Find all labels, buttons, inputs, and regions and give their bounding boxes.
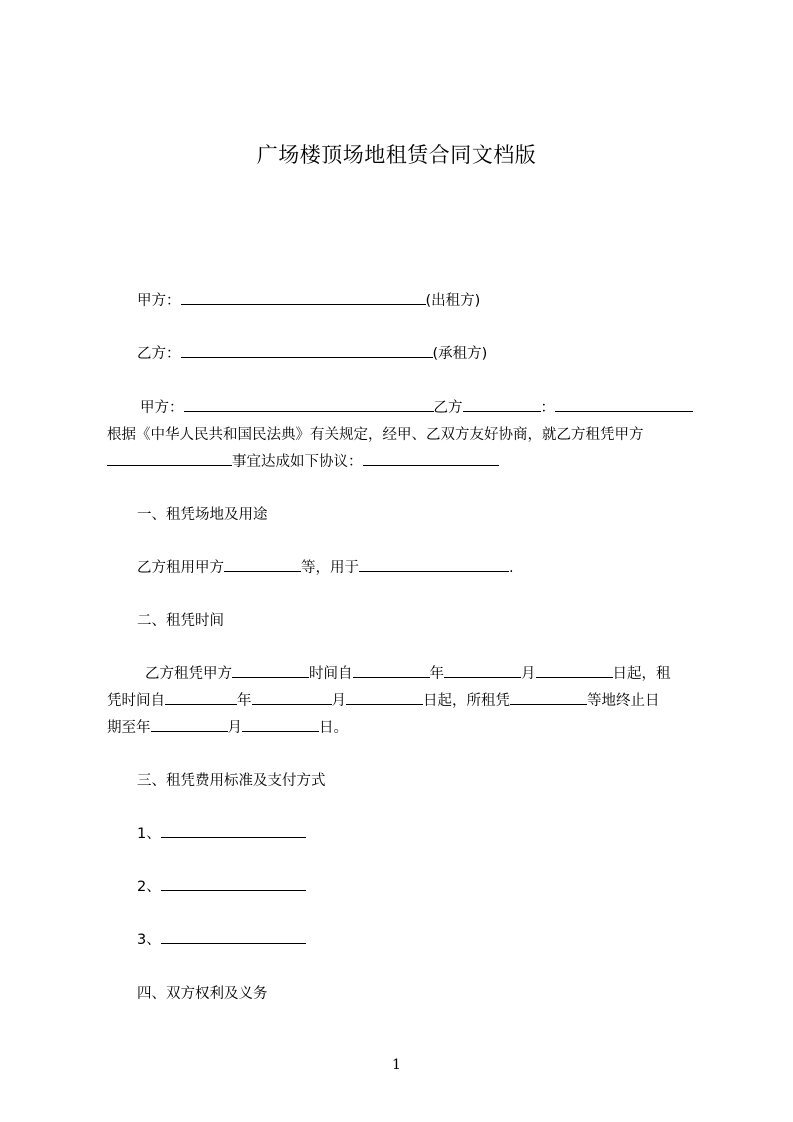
section-2-text: 等地终止日 [587, 693, 660, 709]
preamble-line-1 [140, 397, 693, 419]
preamble-blank-4 [107, 451, 232, 466]
list-item-number: 2、 [137, 879, 161, 895]
section-2-blank [232, 663, 309, 678]
section-2-blank [151, 717, 228, 732]
section-2-blank [536, 663, 613, 678]
party-a-blank [181, 290, 426, 305]
section-1-text [137, 557, 514, 579]
preamble-line-2: 根据《中华人民共和国民法典》有关规定，经甲、乙双方友好协商，就乙方租凭甲方 [107, 427, 644, 443]
section-3-blank [161, 929, 306, 944]
page-number: 1 [392, 1057, 401, 1073]
section-1-text-a: 乙方租用甲方 [137, 560, 224, 576]
section-1-blank-1 [224, 557, 301, 572]
section-2-text: 凭时间自 [107, 693, 165, 709]
section-2-line-3 [107, 717, 348, 739]
section-2-text: 年 [237, 693, 252, 709]
list-item-number: 3、 [137, 932, 161, 948]
section-2-line-2 [107, 690, 660, 712]
section-3-blank [161, 823, 306, 838]
section-2-line-1 [145, 663, 671, 685]
section-1-blank-2 [359, 557, 509, 572]
preamble-party-b: 乙方 [433, 400, 463, 416]
section-2-text: 月 [227, 720, 242, 736]
section-2-blank [346, 690, 423, 705]
section-3-item-3 [137, 929, 306, 951]
section-2-text: 期至年 [107, 720, 151, 736]
preamble-line-3 [107, 451, 499, 473]
party-b-line [137, 343, 487, 365]
preamble-blank-1 [184, 397, 434, 412]
preamble-blank-3 [555, 397, 693, 412]
preamble-party-a: 甲方： [140, 400, 184, 416]
section-2-blank [353, 663, 430, 678]
section-2-blank [242, 717, 319, 732]
section-1-heading: 一、租凭场地及用途 [137, 507, 268, 523]
section-2-text: 日起，租 [612, 666, 671, 682]
party-a-line [137, 290, 480, 312]
party-a-label: 甲方： [137, 293, 181, 309]
section-3-heading: 三、租凭费用标准及支付方式 [137, 773, 326, 789]
section-2-heading: 二、租凭时间 [137, 613, 224, 629]
preamble-blank-2 [463, 397, 541, 412]
party-b-label: 乙方： [137, 346, 181, 362]
section-3-item-2 [137, 876, 306, 898]
party-b-suffix: (承租方) [432, 346, 488, 362]
section-3-blank [161, 876, 306, 891]
section-2-text: 时间自 [309, 666, 353, 682]
document-title: 广场楼顶场地租赁合同文档版 [256, 143, 537, 167]
list-item-number: 1、 [137, 826, 161, 842]
section-2-text: 月 [331, 693, 346, 709]
party-b-blank [181, 343, 433, 358]
section-2-text: 年 [429, 666, 444, 682]
section-2-text: 月 [521, 666, 536, 682]
preamble-colon: ： [540, 400, 555, 416]
section-2-blank [165, 690, 237, 705]
section-2-text: 乙方租凭甲方 [145, 666, 232, 682]
preamble-blank-5 [363, 451, 499, 466]
party-a-suffix: (出租方) [425, 293, 481, 309]
section-3-item-1 [137, 823, 306, 845]
preamble-agreement: 事宜达成如下协议： [232, 454, 363, 470]
section-1-text-c: . [509, 560, 514, 576]
section-2-blank [252, 690, 332, 705]
section-1-text-b: 等，用于 [301, 560, 359, 576]
section-2-blank [510, 690, 587, 705]
section-2-blank [444, 663, 521, 678]
section-4-heading: 四、双方权利及义务 [137, 986, 268, 1002]
section-2-text: 日。 [319, 720, 348, 736]
section-2-text: 日起，所租凭 [423, 693, 510, 709]
